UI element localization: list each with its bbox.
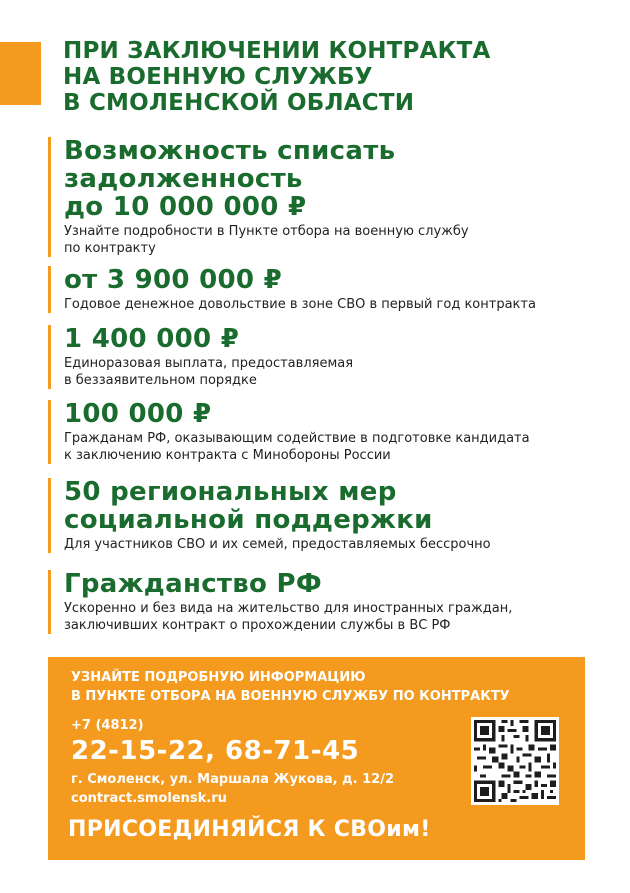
benefit-description: заключивших контракт о прохождении службы в ВС РФ	[64, 618, 451, 633]
title-line-1: ПРИ ЗАКЛЮЧЕНИИ КОНТРАКТА	[63, 38, 491, 64]
benefit-title: 100 000 ₽	[64, 399, 212, 429]
benefit-title: 50 региональных мер	[64, 477, 397, 507]
benefit-lump-sum	[48, 325, 624, 389]
benefit-annual-allowance	[48, 266, 624, 313]
website-link[interactable]: contract.smolensk.ru	[71, 791, 227, 806]
benefit-title: Возможность списать	[64, 136, 396, 166]
benefit-description: Для участников СВО и их семей, предоставляемых бессрочно	[64, 537, 491, 552]
phone-code: +7 (4812)	[71, 718, 144, 733]
benefit-title: от 3 900 000 ₽	[64, 265, 283, 295]
benefit-description: Узнайте подробности в Пункте отбора на военную службу	[64, 224, 469, 239]
benefit-citizenship	[48, 570, 624, 634]
contact-info-box	[48, 657, 585, 860]
benefit-title: социальной поддержки	[64, 505, 433, 535]
title-line-3: В СМОЛЕНСКОЙ ОБЛАСТИ	[63, 90, 415, 116]
info-heading-line: В ПУНКТЕ ОТБОРА НА ВОЕННУЮ СЛУЖБУ ПО КОНТРАКТУ	[71, 689, 510, 704]
benefit-regional-support	[48, 478, 624, 553]
info-heading	[71, 668, 510, 706]
benefit-description: Гражданам РФ, оказывающим содействие в подготовке кандидата	[64, 431, 530, 446]
phone-numbers[interactable]: 22-15-22, 68-71-45	[71, 736, 360, 766]
benefit-description: Единоразовая выплата, предоставляемая	[64, 356, 354, 371]
address: г. Смоленск, ул. Маршала Жукова, д. 12/2	[71, 772, 394, 787]
benefit-description: Годовое денежное довольствие в зоне СВО в первый год контракта	[64, 297, 536, 312]
slogan: ПРИСОЕДИНЯЙСЯ К СВОим!	[68, 817, 431, 842]
benefit-description: к заключению контракта с Минобороны России	[64, 448, 391, 463]
benefit-referral-payment	[48, 400, 624, 464]
benefit-title: 1 400 000 ₽	[64, 324, 240, 354]
benefit-title: до 10 000 000 ₽	[64, 192, 307, 222]
benefit-debt-writeoff	[48, 137, 624, 257]
benefit-description: по контракту	[64, 241, 156, 256]
benefit-description: в беззаявительном порядке	[64, 373, 257, 388]
title-line-2: НА ВОЕННУЮ СЛУЖБУ	[63, 64, 373, 90]
benefit-title: задолженность	[64, 164, 303, 194]
benefit-description: Ускоренно и без вида на жительство для иностранных граждан,	[64, 601, 513, 616]
benefit-title: Гражданство РФ	[64, 569, 322, 599]
corner-accent	[0, 42, 41, 105]
page-title	[63, 38, 603, 116]
qr-code-icon[interactable]	[471, 717, 559, 805]
info-heading-line: УЗНАЙТЕ ПОДРОБНУЮ ИНФОРМАЦИЮ	[71, 670, 366, 685]
